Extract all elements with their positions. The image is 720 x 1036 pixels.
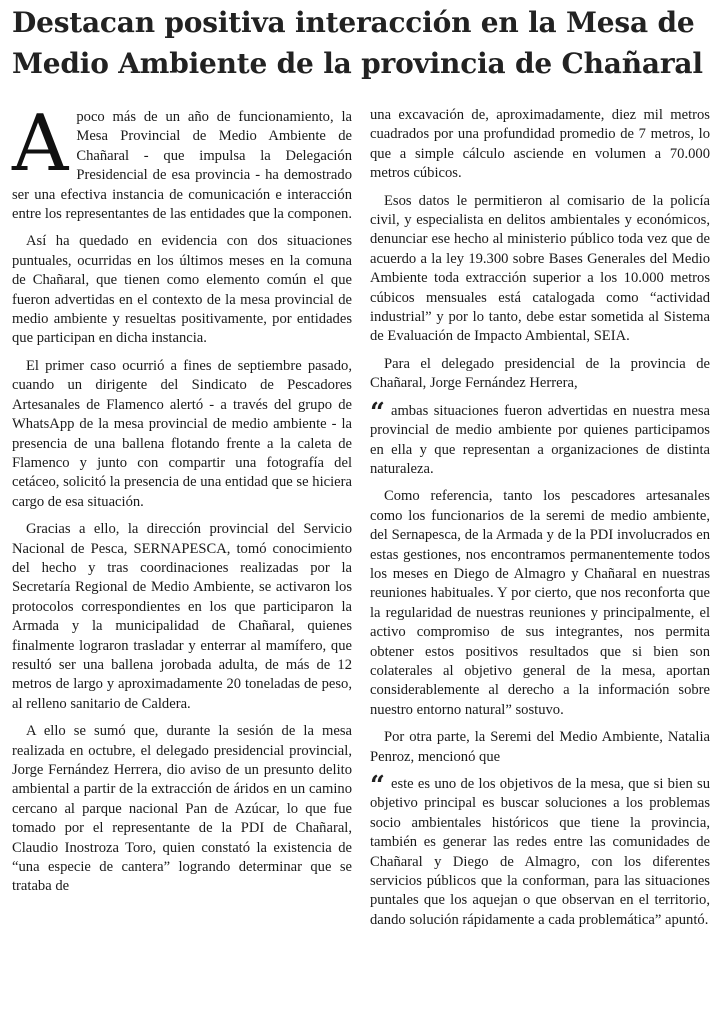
paragraph: Gracias a ello, la dirección provincial del Servicio Nacional de Pesca, SERNAPESCA, tomó conocimiento del hecho y tras coordinaciones realizadas por la Secretaría Regional de Medio Ambiente, se activaron los protocolos correspondientes en los que participaron la Armada y la municipalidad de Chañaral, quienes finalmente lograron trasladar y enterrar al mamífero, que resultó ser una ballena jorobada adulta, de más de 12 metros de largo y aproximadamente 20 toneladas de peso, al relleno sanitario de Caldera. — [12, 521, 352, 712]
paragraph: Para el delegado presidencial de la provincia de Chañaral, Jorge Fernández Herrera, — [370, 355, 710, 392]
paragraph: Así ha quedado en evidencia con dos situaciones puntuales, ocurridas en los últimos meses en la comuna de Chañaral, que tienen como elemento común el que fueron advertidas en el contexto de la mesa provincial de medio ambiente y resueltas positivamente, por entidades que participan en dicha instancia. — [12, 233, 352, 347]
quote-text: ambas situaciones fueron advertidas en nuestra mesa provincial de medio ambiente por quienes participamos en ella y que representan a organizaciones de distinta naturaleza. — [370, 402, 710, 477]
drop-cap: A — [12, 99, 69, 189]
quote-mark-icon: “ — [370, 397, 385, 428]
paragraph: El primer caso ocurrió a fines de septiembre pasado, cuando un dirigente del Sindicato de Pescadores Artesanales de Flamenco alertó - a través del grupo de WhatsApp de la mesa provincial de medio ambiente - la presencia de una ballena flotando frente a la caleta de Flamenco y junto con compartir una fotografía del cetáceo, solicitó la presencia de una entidad que se hiciera cargo de esa situación. — [12, 357, 352, 510]
quote-paragraph — [370, 771, 710, 930]
right-column — [370, 106, 710, 938]
paragraph: Como referencia, tanto los pescadores artesanales como los funcionarios de la seremi de medio ambiente, del Sernapesca, de la Armada y de la PDI involucrados en estas gestiones, nos encontramos permanentemente todos los meses en Diego de Almagro y Chañaral en nuestras reuniones habituales. Y por cierto, que nos reconforta que la regularidad de nuestras reuniones y principalmente, el activo compromiso de sus integrantes, nos permita obtener estos positivos resultados que si bien son colaterales al objetivo general de la mesa, aportan considerablemente al derecho a la información sobre nuestro entorno natural” sostuvo. — [370, 488, 710, 718]
paragraph-text: poco más de un año de funcionamiento, la Mesa Provincial de Medio Ambiente de Chañaral - que impulsa la Delegación Presidencial de esa provincia - ha demostrado ser una efectiva instancia de comunicación e interacción entre los representantes de las entidades que la componen. — [12, 109, 352, 223]
quote-text: este es uno de los objetivos de la mesa, que si bien su objetivo principal es buscar soluciones a los problemas socio ambientales históricos que tiene la provincia, también es generar las redes entre las comunidades de Chañaral y Diego de Almagro, con los diferentes servicios públicos que la conforman, para las situaciones puntales que los aquejan o que observan en el territorio, dando solución rápidamente a cada problemática” apuntó. — [370, 776, 710, 928]
paragraph: A ello se sumó que, durante la sesión de la mesa realizada en octubre, el delegado presidencial provincial, Jorge Fernández Herrera, dio aviso de un presunto delito ambiental a partir de la extracción de áridos en un camino cercano al parque nacional Pan de Azúcar, lo que fue tomado por el representante de la PDI de Chañaral, Claudio Inostroza Toro, quien constató la existencia de “una especie de cantera” logrando determinar que se trataba de — [12, 723, 352, 895]
headline: Destacan positiva interacción en la Mesa de Medio Ambiente de la provincia de Chañaral — [12, 6, 703, 80]
left-column — [12, 99, 352, 905]
quote-paragraph — [370, 397, 710, 480]
paragraph: una excavación de, aproximadamente, diez mil metros cuadrados por una profundidad promedio de 7 metros, lo que a simple cálculo asciende en volumen a 70.000 metros cúbicos. — [370, 107, 710, 182]
quote-mark-icon: “ — [370, 771, 385, 801]
paragraph — [12, 99, 352, 224]
paragraph: Por otra parte, la Seremi del Medio Ambiente, Natalia Penroz, mencionó que — [370, 729, 710, 765]
paragraph: Esos datos le permitieron al comisario de la policía civil, y especialista en delitos ambientales y económicos, denunciar ese hecho al ministerio público toda vez que de acuerdo a la ley 19.300 sobre Bases Generales del Medio Ambiente toda extracción superior a los 10.000 metros cúbicos mensuales está catalogada como “actividad industrial” y por lo tanto, debe estar sometida al Sistema de Evaluación de Impacto Ambiental, SEIA. — [370, 192, 710, 345]
